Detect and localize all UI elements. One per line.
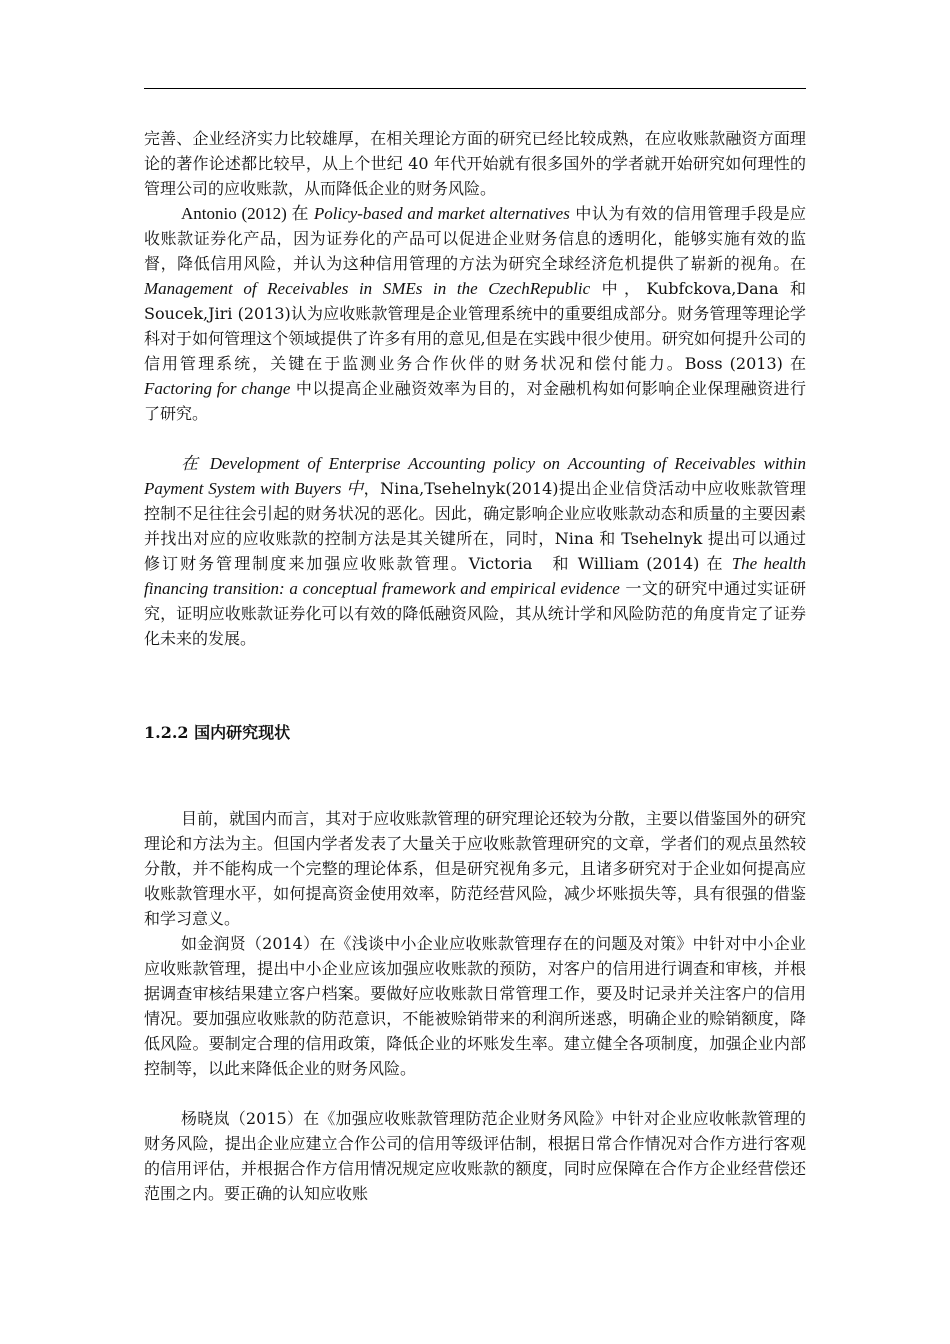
p2-text-e: 中，Kubfckova,Dana 和 Soucek,Jiri (2013)认为应收账款管理是企业管理系统中的重要组成部分。财务管理等理论学科对于如何管理这个领域提供了许多有用的意见,但是在实践中很少使用。研究如何提升公司的信用管理系统，关键在于监测业务合作伙伴的财务状况和偿付能力。Boss (2013) 在 (144, 279, 806, 373)
p2-text-a: Antonio (2012) 在 (181, 204, 314, 223)
section-heading: 1.2.2 国内研究现状 (144, 723, 291, 742)
header-rule (144, 88, 806, 89)
p3-title-health-financing: The health financing transition: a conceptual framework and empirical evidence (144, 554, 806, 598)
p3-text-d: 一文的研究中通过实证研究，证明应收账款证券化可以有效的降低融资风险，其从统计学和风险防范的角度肯定了证券化未来的发展。 (144, 579, 806, 648)
p2-title-factoring: Factoring for change (144, 379, 291, 398)
paragraph-4: 目前，就国内而言，其对于应收账款管理的研究理论还较为分散，主要以借鉴国外的研究理论和方法为主。但国内学者发表了大量关于应收账款管理研究的文章，学者们的观点虽然较分散，并不能构成一个完整的理论体系，但是研究视角多元，且诸多研究对于企业如何提高应收账款管理水平，如何提高资金使用效率，防范经营风险，减少坏账损失等，具有很强的借鉴和学习意义。 (144, 809, 806, 928)
paragraph-3 (144, 451, 806, 651)
p2-text-g: 中以提高企业融资效率为目的，对金融机构如何影响企业保理融资进行了研究。 (144, 379, 807, 423)
paragraph-1: 完善、企业经济实力比较雄厚，在相关理论方面的研究已经比较成熟，在应收账款融资方面理论的著作论述都比较早，从上个世纪 40 年代开始就有很多国外的学者就开始研究如何理性的管理公司的应收账款，从而降低企业的财务风险。 (144, 129, 806, 198)
paragraph-5: 如金润贤（2014）在《浅谈中小企业应收账款管理存在的问题及对策》中针对中小企业应收账款管理，提出中小企业应该加强应收账款的预防，对客户的信用进行调查和审核，并根据调查审核结果建立客户档案。要做好应收账款日常管理工作，要及时记录并关注客户的信用情况。要加强应收账款的防范意识，不能被赊销带来的利润所迷惑，明确企业的赊销额度，降低风险。要制定合理的信用政策，降低企业的坏账发生率。建立健全各项制度，加强企业内部控制等，以此来降低企业的财务风险。 (144, 934, 806, 1078)
p2-text-c: 中认为有效的信用管理手段是应收账款证券化产品，因为证券化的产品可以促进企业财务信息的透明化，能够实施有效的监督，降低信用风险，并认为这种信用管理的方法为研究全球经济危机提供了崭新的视角。在 (144, 204, 806, 273)
paragraph-6: 杨晓岚（2015）在《加强应收账款管理防范企业财务风险》中针对企业应收帐款管理的财务风险，提出企业应建立合作公司的信用等级评估制，根据日常合作情况对合作方进行客观的信用评估，并根据合作方信用情况规定应收账款的额度，同时应保障在合作方企业经营偿还范围之内。要正确的认知应收账 (144, 1109, 806, 1203)
p2-title-management: Management of Receivables in SMEs in the CzechRepublic (144, 279, 591, 298)
p3-title-development: 在 Development of Enterprise Accounting policy on Accounting of Receivables within Payment System with Buyers 中 (144, 454, 806, 498)
p2-title-policy: Policy-based and market alternatives (313, 204, 570, 223)
paragraph-2 (144, 201, 806, 426)
p3-text-b: ，Nina,Tsehelnyk(2014)提出企业信贷活动中应收账款管理控制不足往往会引起的财务状况的恶化。因此，确定影响企业应收账款动态和质量的主要因素并找出对应的应收账款的控制方法是其关键所在，同时，Nina 和 Tsehelnyk 提出可以通过修订财务管理制度来加强应收账款管理。Victoria 和 William (2014) 在 (144, 479, 806, 573)
